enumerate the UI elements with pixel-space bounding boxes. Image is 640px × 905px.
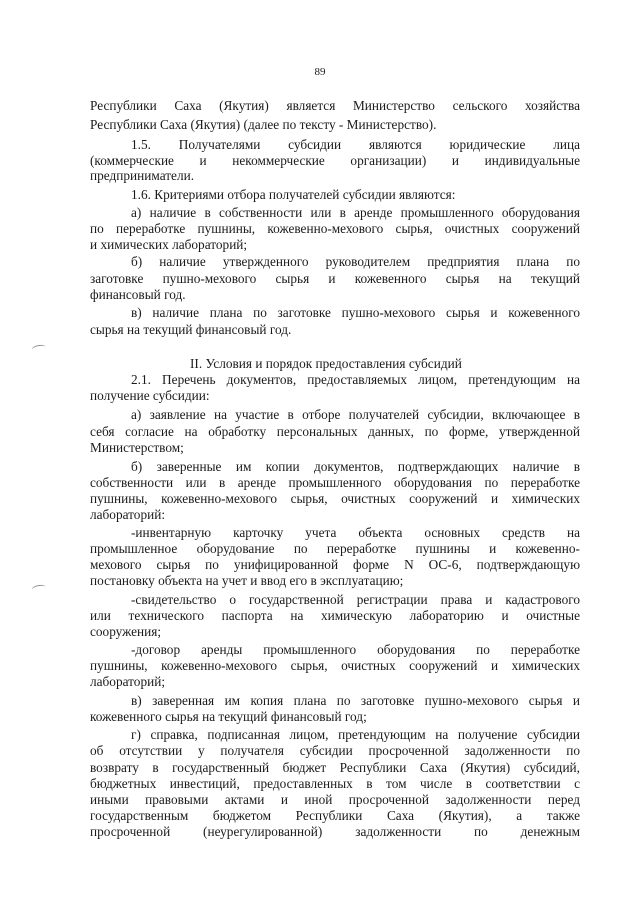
- text-line: пушнины, кожевенно-мехового сырья, очистных сооружений и химических: [90, 491, 580, 506]
- text-line: Республики Саха (Якутия) является Министерство сельского хозяйства: [90, 98, 580, 113]
- text-line: государственным бюджетом Республики Саха (Якутия), а также: [90, 808, 580, 823]
- text-line: -свидетельство о государственной регистрации права и кадастрового: [131, 592, 580, 607]
- text-line: (коммерческие и некоммерческие организации) и индивидуальные: [90, 153, 580, 168]
- text-line: собственности или в аренде промышленного оборудования по переработке: [90, 475, 580, 490]
- text-line: 1.6. Критериями отбора получателей субсидии являются:: [131, 187, 456, 202]
- text-line: в) заверенная им копия плана по заготовке пушно-мехового сырья и: [131, 693, 580, 708]
- text-line: в) наличие плана по заготовке пушно-мехового сырья и кожевенного: [131, 305, 580, 320]
- text-line: а) наличие в собственности или в аренде промышленного оборудования: [131, 205, 580, 220]
- text-line: или технического паспорта на химическую лабораторию и очистные: [90, 608, 580, 623]
- text-line: г) справка, подписанная лицом, претендующим на получение субсидии: [131, 727, 580, 742]
- text-line: б) заверенные им копии документов, подтверждающих наличие в: [131, 459, 580, 474]
- text-line: заготовке пушно-мехового сырья и кожевенного сырья на текущий: [90, 271, 580, 286]
- text-line: себя согласие на обработку персональных данных, по форме, утвержденной: [90, 424, 580, 439]
- text-line: бюджетных инвестиций, предоставленных в том числе в соответствии с: [90, 776, 580, 791]
- text-line: возврату в государственный бюджет Республики Саха (Якутия) субсидий,: [90, 760, 580, 775]
- text-line: лабораторий;: [90, 674, 166, 689]
- binder-hole-mark: [31, 344, 46, 353]
- text-line: а) заявление на участие в отборе получателей субсидии, включающее в: [131, 407, 580, 422]
- text-line: кожевенного сырья на текущий финансовый год;: [90, 709, 367, 724]
- text-line: -договор аренды промышленного оборудования по переработке: [131, 642, 580, 657]
- text-line: Министерством;: [90, 440, 184, 455]
- text-line: просроченной (неурегулированной) задолженности по денежным: [90, 824, 580, 839]
- text-line: иными правовыми актами и иной просроченной задолженности перед: [90, 792, 580, 807]
- text-line: лабораторий:: [90, 507, 166, 522]
- binder-hole-mark: [31, 584, 46, 593]
- text-line: и химических лабораторий;: [90, 237, 248, 252]
- text-line: -инвентарную карточку учета объекта основных средств на: [131, 525, 580, 540]
- page-number: 89: [314, 66, 326, 78]
- text-line: 1.5. Получателями субсидии являются юридические лица: [131, 137, 580, 152]
- text-line: об отсутствии у получателя субсидии просроченной задолженности по: [90, 743, 580, 758]
- text-line: б) наличие утвержденного руководителем предприятия плана по: [131, 254, 580, 269]
- text-line: промышленное оборудование по переработке пушнины и кожевенно-: [90, 541, 580, 556]
- text-line: Республики Саха (Якутия) (далее по тексту - Министерство).: [90, 117, 437, 132]
- section-heading: II. Условия и порядок предоставления субсидий: [190, 356, 462, 371]
- text-line: пушнины, кожевенно-мехового сырья, очистных сооружений и химических: [90, 658, 580, 673]
- text-line: предприниматели.: [90, 168, 195, 183]
- text-line: 2.1. Перечень документов, предоставляемых лицом, претендующим на: [131, 372, 580, 387]
- text-line: получение субсидии:: [90, 388, 210, 403]
- text-line: финансовый год.: [90, 287, 186, 302]
- text-line: по переработке пушнины, кожевенно-мехового сырья, очистных сооружений: [90, 221, 580, 236]
- text-line: сооружения;: [90, 624, 162, 639]
- text-line: мехового сырья по унифицированной форме N ОС-6, подтверждающую: [90, 557, 580, 572]
- text-line: сырья на текущий финансовый год.: [90, 322, 292, 337]
- text-line: постановку объекта на учет и ввод его в эксплуатацию;: [90, 573, 404, 588]
